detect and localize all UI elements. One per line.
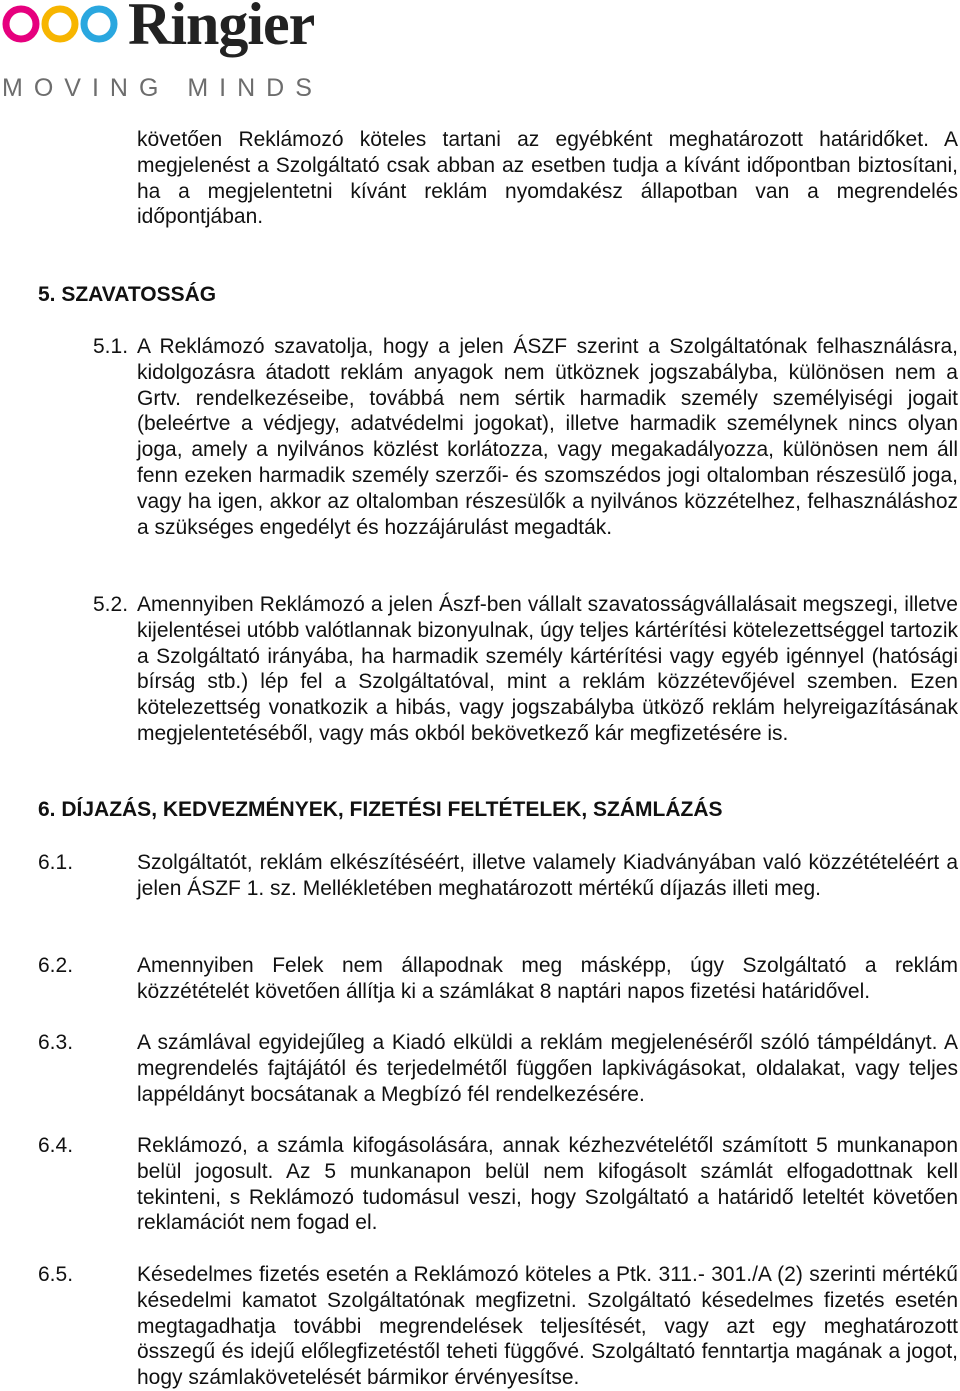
item-6-1-number: 6.1. bbox=[38, 851, 74, 874]
item-6-5-text: Késedelmes fizetés esetén a Reklámozó köteles a Ptk. 311.- 301./A (2) szerinti mértékű késedelmi kamatot Szolgáltatónak megfizetni. Szolgáltató késedelmes fizetés esetén megtagadhatja további megrendelések teljesítését, vagy azt egy meghatározott összegű és idejű előlegfizetéstől teheti függővé. Szolgáltató fenntartja magának a jogot, hogy számlakövetelését bármikor érvényesítse. bbox=[137, 1263, 958, 1390]
item-6-4-text: Reklámozó, a számla kifogásolására, annak kézhezvételétől számított 5 munkanapon belül jogosult. Az 5 munkanapon belül nem kifogásolt számlát elfogadottnak kell tekinteni, s Reklámozó tudomásul veszi, hogy Szolgáltató a határidő leteltét követően reklamációt nem fogad el. bbox=[137, 1134, 958, 1235]
logo-circles-icon bbox=[2, 4, 122, 44]
intro-paragraph: követően Reklámozó köteles tartani az egyébként meghatározott határidőket. A megjelenést a Szolgáltató csak abban az esetben tudja a kívánt időpontban biztosítani, ha a megjelentetni kívánt reklám nyomdakész állapotban van a megrendelés időpontjában. bbox=[137, 128, 958, 229]
item-6-2-number: 6.2. bbox=[38, 954, 74, 977]
item-5-2-number: 5.2. bbox=[93, 593, 129, 616]
item-6-3-text: A számlával egyidejűleg a Kiadó elküldi a reklám megjelenéséről szóló támpéldányt. A megrendelés fajtájától és terjedelmétől függően lapkivágásokat, oldalakat, vagy teljes lappéldányt bocsátanak a Megbízó fél rendelkezésére. bbox=[137, 1031, 958, 1106]
logo-circle-magenta bbox=[6, 9, 36, 39]
item-6-4-number: 6.4. bbox=[38, 1134, 74, 1157]
item-6-3-number: 6.3. bbox=[38, 1031, 74, 1054]
ringier-logo bbox=[0, 0, 340, 104]
item-5-1-number: 5.1. bbox=[93, 335, 129, 358]
logo-circle-yellow bbox=[45, 9, 75, 39]
brand-tagline: MOVING MINDS bbox=[2, 74, 323, 102]
item-5-2-text: Amennyiben Reklámozó a jelen Ászf-ben vállalt szavatosságvállalásait megszegi, illetve kijelentései utóbb valótlannak bizonyulnak, úgy teljes kártérítési kötelezettséggel tartozik a Szolgáltató irányába, ha harmadik személy kártérítési vagy egyéb igénnyel (hatósági bírság stb.) lép fel a Szolgáltatóval, mint a reklám közzétevőjével szemben. Ezen kötelezettség vonatkozik a hibás, vagy jogszabályba ütköző reklám helyreigazításának megjelentetéséből, vagy más okból bekövetkező kár megfizetésére is. bbox=[137, 593, 958, 745]
item-6-2-text: Amennyiben Felek nem állapodnak meg másképp, úgy Szolgáltató a reklám közzétételét követően állítja ki a számlákat 8 naptári napos fizetési határidővel. bbox=[137, 954, 958, 1003]
item-5-1-text: A Reklámozó szavatolja, hogy a jelen ÁSZF szerint a Szolgáltatónak felhasználásra, kidolgozásra átadott reklám anyagok nem ütköznek jogszabályba, különösen nem a Grtv. rendelkezéseibe, továbbá nem sértik harmadik személy személyiségi jogait (beleértve a védjegy, adatvédelmi jogokat), illetve harmadik személynek nincs olyan joga, amely a nyilvános közlést korlátozza, vagy megakadályozza, különösen nem áll fenn ezeken harmadik személy szerzői- és szomszédos jogi oltalomban részesülő joga, vagy ha igen, akkor az oltalomban részesülők a nyilvános közzételhez, felhasználáshoz a szükséges engedélyt és hozzájárulást megadták. bbox=[137, 335, 958, 539]
item-6-5-number: 6.5. bbox=[38, 1263, 74, 1286]
section-6-heading: 6. DÍJAZÁS, KEDVEZMÉNYEK, FIZETÉSI FELTÉTELEK, SZÁMLÁZÁS bbox=[38, 798, 723, 821]
logo-circle-blue bbox=[84, 9, 114, 39]
section-5-heading: 5. SZAVATOSSÁG bbox=[38, 283, 217, 306]
item-6-1-text: Szolgáltatót, reklám elkészítéséért, illetve valamely Kiadványában való közzétételéért a jelen ÁSZF 1. sz. Mellékletében meghatározott mértékű díjazás illeti meg. bbox=[137, 851, 958, 900]
brand-name: Ringier bbox=[128, 0, 315, 57]
